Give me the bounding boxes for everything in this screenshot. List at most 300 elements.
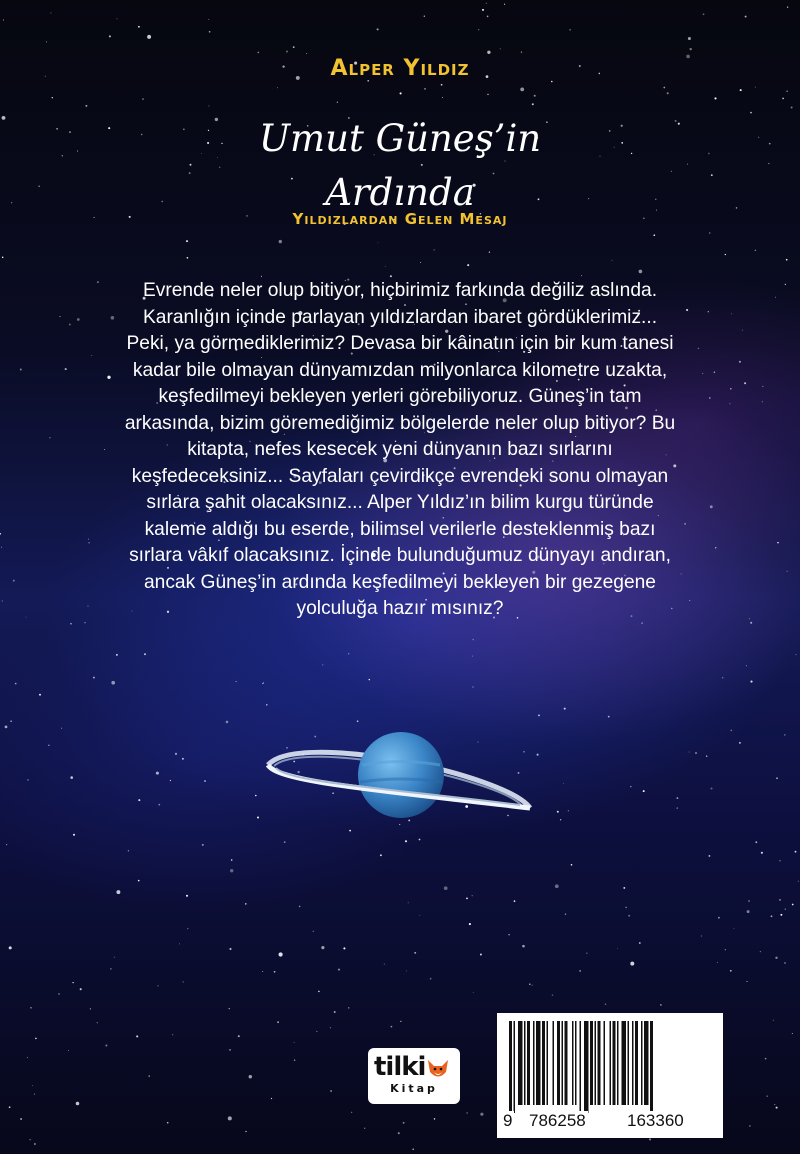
isbn-digit-prefix: 9	[503, 1111, 513, 1130]
star	[116, 654, 118, 656]
star	[489, 252, 490, 253]
ringed-planet-illustration	[258, 720, 548, 830]
barcode-bar	[635, 1021, 638, 1105]
star	[520, 88, 524, 92]
star	[117, 18, 118, 19]
star	[167, 1122, 169, 1124]
star	[689, 751, 690, 752]
star	[581, 275, 582, 276]
star	[771, 915, 773, 917]
star	[702, 373, 703, 374]
star	[775, 957, 777, 959]
star	[717, 962, 718, 963]
star	[111, 316, 115, 320]
barcode-bar	[557, 1021, 560, 1105]
star	[262, 683, 263, 684]
star	[202, 844, 204, 846]
star	[681, 573, 682, 574]
star	[286, 50, 288, 52]
star	[262, 971, 263, 972]
star	[534, 95, 536, 97]
star	[787, 571, 788, 572]
star	[34, 1093, 35, 1094]
star	[434, 249, 435, 250]
barcode-bar	[580, 1021, 582, 1113]
star	[684, 523, 686, 525]
star	[186, 895, 188, 897]
star	[293, 46, 295, 48]
star	[774, 1104, 775, 1105]
star	[529, 984, 530, 985]
star	[750, 622, 752, 624]
star	[472, 686, 473, 687]
star	[208, 19, 209, 20]
star	[565, 913, 566, 914]
barcode-bar	[641, 1021, 643, 1105]
barcode-bar	[617, 1021, 619, 1105]
star	[116, 890, 120, 894]
barcode-bars	[509, 1021, 711, 1113]
star	[612, 260, 613, 261]
star	[138, 799, 140, 801]
star	[30, 1007, 32, 1009]
star	[226, 721, 229, 724]
star	[765, 1058, 767, 1060]
star	[88, 539, 89, 540]
star	[482, 9, 484, 11]
star	[641, 622, 643, 624]
star	[472, 895, 473, 896]
star	[630, 786, 631, 787]
star	[274, 971, 276, 973]
star	[486, 3, 487, 4]
book-subtitle: Yıldızlardan Gelen Mesaj	[292, 210, 508, 228]
star	[625, 907, 627, 909]
isbn-digits-left: 786258	[529, 1111, 586, 1130]
star	[39, 694, 41, 696]
star	[761, 852, 763, 854]
star	[706, 756, 707, 757]
star	[60, 316, 61, 317]
star	[430, 978, 432, 980]
star	[667, 92, 669, 94]
blurb-paragraph: Evrende neler olup bitiyor, hiçbirimiz farkında değiliz aslında. Karanlığın içinde parlayan yıldızlardan ibaret gördüklerimiz... Peki, ya görmediklerimiz? Devasa bir kâinatın için bir kum tanesi kadar bile olmayan dünyamızdan milyonlarca kilometre uzakta, keşfedilmeyi bekleyen yerleri görebiliyoruz. Güneş’in tam arkasında, bizim göremediğimiz bölgelerde neler olup bitiyor? Bu kitapta, nefes kesecek yeni dünyanın bazı sırlarını keşfedeceksiniz... Sayfaları çevirdikçe evrendeki sonu olmayan sırlara şahit olacaksınız... Alper Yıldız’ın bilim kurgu türünde kaleme aldığı bu eserde, bilimsel verilerle desteklenmiş bazı sırlara vâkıf olacaksınız. İçinde bulunduğumuz dünyayı andıran, ancak Güneş’in ardında keşfedilmeyi bekleyen bir gezegene yolculuğa hazır mısınız?	[124, 280, 676, 619]
star	[630, 962, 634, 966]
star	[35, 1038, 37, 1040]
star	[538, 714, 540, 716]
star	[776, 1107, 778, 1109]
star	[412, 1148, 414, 1150]
star	[338, 969, 340, 971]
star	[65, 368, 67, 370]
star	[487, 51, 490, 54]
star	[380, 854, 382, 856]
book-title	[0, 112, 800, 220]
star	[480, 1113, 483, 1116]
star	[725, 254, 726, 255]
barcode-bar	[514, 1021, 516, 1113]
star	[747, 910, 750, 913]
star	[187, 928, 188, 929]
star	[313, 931, 314, 932]
star	[236, 681, 237, 682]
star	[294, 1060, 295, 1061]
star	[61, 728, 62, 729]
star	[142, 98, 144, 100]
star	[749, 618, 750, 619]
star	[487, 16, 489, 18]
star	[6, 844, 7, 845]
star	[294, 1042, 295, 1043]
star	[748, 900, 750, 902]
star	[504, 4, 505, 5]
star	[473, 639, 474, 640]
star	[731, 313, 732, 314]
star	[229, 1008, 230, 1009]
star	[419, 915, 420, 916]
star	[739, 361, 741, 363]
barcode-bar	[524, 1021, 526, 1105]
star	[391, 1026, 393, 1028]
star	[228, 1116, 232, 1120]
barcode-bar	[598, 1021, 601, 1105]
star	[87, 606, 88, 607]
star	[20, 1118, 22, 1120]
barcode-bar	[572, 1021, 574, 1105]
star	[277, 1021, 279, 1023]
star	[521, 51, 522, 52]
star	[715, 547, 716, 548]
star	[322, 664, 323, 665]
star	[676, 807, 678, 809]
star	[238, 1035, 240, 1037]
star	[745, 16, 747, 18]
star	[710, 505, 713, 508]
star	[487, 94, 488, 95]
barcode-bar	[536, 1021, 541, 1105]
star	[742, 330, 743, 331]
star	[708, 855, 710, 857]
star	[782, 98, 784, 100]
star	[369, 679, 370, 680]
star	[330, 1090, 332, 1092]
star	[10, 721, 11, 722]
star	[605, 1004, 606, 1005]
star	[9, 946, 12, 949]
star	[158, 804, 160, 806]
star	[148, 1075, 149, 1076]
star	[746, 665, 747, 666]
star	[785, 284, 786, 285]
star	[555, 884, 559, 888]
star	[795, 851, 797, 853]
fox-icon	[424, 1054, 452, 1082]
star	[780, 914, 782, 916]
star	[277, 87, 278, 88]
star	[405, 840, 407, 842]
star	[762, 386, 763, 387]
star	[689, 48, 691, 50]
star	[569, 29, 570, 30]
star	[792, 904, 794, 906]
star	[187, 257, 189, 259]
star	[183, 981, 184, 982]
isbn-digits-right: 163360	[627, 1111, 684, 1130]
star	[229, 948, 231, 950]
star	[284, 841, 286, 843]
star	[261, 276, 262, 277]
star	[762, 401, 763, 402]
star	[787, 7, 788, 8]
star	[755, 250, 756, 251]
star	[348, 1007, 349, 1008]
star	[414, 952, 416, 954]
star	[532, 985, 533, 986]
star	[750, 681, 752, 683]
star	[72, 982, 73, 983]
star	[186, 240, 188, 242]
star	[579, 970, 581, 972]
star	[208, 106, 209, 107]
star	[434, 1118, 436, 1120]
star	[209, 31, 211, 33]
star	[532, 103, 534, 105]
star	[229, 1049, 231, 1051]
star	[689, 600, 690, 601]
star	[472, 656, 473, 657]
star	[25, 617, 26, 618]
star	[34, 1143, 36, 1145]
star	[643, 790, 645, 792]
star	[156, 772, 159, 775]
star	[1, 547, 2, 548]
star	[0, 533, 1, 535]
star	[70, 623, 72, 625]
star	[231, 859, 233, 861]
star	[755, 841, 757, 843]
publisher-logo-subword: Kitap	[390, 1082, 438, 1095]
star	[204, 780, 206, 782]
barcode-bar	[533, 1021, 535, 1105]
star	[766, 1095, 768, 1097]
star	[279, 952, 283, 956]
star	[318, 991, 320, 993]
star	[419, 839, 421, 841]
star	[639, 942, 641, 944]
star	[557, 811, 559, 813]
star	[623, 887, 625, 889]
star	[114, 957, 115, 958]
star	[725, 949, 726, 950]
star	[90, 1008, 91, 1009]
star	[714, 97, 716, 99]
star	[739, 742, 741, 744]
star	[586, 953, 587, 954]
star	[688, 37, 691, 40]
star	[80, 988, 82, 990]
star	[522, 945, 525, 948]
star	[330, 1027, 331, 1028]
star	[48, 745, 49, 746]
star	[32, 1085, 33, 1086]
star	[144, 653, 146, 655]
star	[444, 886, 448, 890]
star	[786, 90, 788, 92]
star	[798, 881, 799, 882]
star	[779, 899, 781, 901]
star	[27, 1057, 28, 1058]
barcode-bar	[562, 1021, 564, 1105]
star	[564, 708, 566, 710]
star	[777, 542, 779, 544]
star	[773, 1020, 774, 1021]
star	[109, 35, 111, 37]
star	[170, 780, 171, 781]
star	[695, 752, 697, 754]
barcode-bar	[595, 1021, 597, 1105]
star	[390, 275, 392, 277]
star	[377, 28, 379, 30]
star	[714, 372, 715, 373]
star	[571, 864, 573, 866]
star	[698, 348, 700, 350]
barcode-bar	[553, 1021, 555, 1105]
star	[104, 449, 105, 450]
star	[279, 240, 282, 243]
star	[733, 928, 734, 929]
star	[111, 681, 115, 685]
star	[337, 102, 338, 103]
star	[709, 397, 711, 399]
star	[147, 35, 151, 39]
star	[351, 1112, 352, 1113]
star	[560, 819, 561, 820]
star	[2, 257, 4, 259]
barcode-bar	[622, 1021, 627, 1105]
star	[3, 19, 4, 20]
star	[500, 48, 501, 49]
star	[760, 951, 761, 952]
barcode-bar	[547, 1021, 549, 1105]
star	[321, 946, 324, 949]
star	[628, 915, 630, 917]
star	[730, 970, 732, 972]
star	[709, 232, 710, 233]
star	[88, 542, 89, 543]
star	[84, 622, 86, 624]
star	[466, 898, 468, 900]
star	[50, 12, 51, 13]
star	[747, 981, 748, 982]
star	[110, 968, 111, 969]
star	[77, 318, 80, 321]
star	[93, 677, 95, 679]
star	[686, 309, 688, 311]
star	[400, 92, 402, 94]
isbn-barcode	[497, 1013, 723, 1138]
star	[257, 52, 259, 54]
star	[266, 704, 267, 705]
star	[617, 948, 618, 949]
star	[466, 1112, 467, 1113]
star	[784, 734, 786, 736]
star	[755, 87, 756, 88]
star	[703, 13, 705, 15]
star	[230, 869, 233, 872]
barcode-bar	[584, 1021, 589, 1113]
star	[639, 270, 643, 274]
star	[27, 779, 29, 781]
star	[172, 1034, 173, 1035]
star	[473, 992, 474, 993]
star	[30, 1139, 31, 1140]
star	[46, 41, 47, 42]
star	[467, 264, 469, 266]
star	[608, 716, 610, 718]
star	[441, 84, 443, 86]
star	[653, 234, 655, 236]
star	[740, 89, 742, 91]
star	[128, 850, 129, 851]
star	[480, 954, 482, 956]
star	[424, 16, 425, 17]
star	[744, 382, 746, 384]
star	[175, 753, 177, 755]
star	[249, 1075, 252, 1078]
star	[442, 97, 443, 98]
star	[792, 1033, 793, 1034]
book-title-line-2: Ardında	[325, 171, 475, 214]
star	[182, 758, 184, 760]
barcode-bar	[644, 1021, 649, 1105]
blurb-text	[120, 278, 680, 623]
star	[2, 600, 3, 601]
star	[749, 1125, 750, 1126]
star	[255, 795, 257, 797]
star	[13, 580, 15, 582]
star	[20, 369, 22, 371]
star	[85, 105, 87, 107]
star	[469, 923, 471, 925]
star	[68, 1050, 69, 1051]
star	[775, 297, 776, 298]
star	[157, 985, 158, 986]
star	[334, 1011, 336, 1013]
star	[660, 1004, 662, 1006]
star	[722, 677, 723, 678]
star	[663, 87, 665, 89]
star	[730, 730, 732, 732]
star	[676, 797, 678, 799]
star	[568, 810, 569, 811]
star	[400, 1021, 401, 1022]
star	[424, 88, 425, 89]
star	[343, 947, 345, 949]
star	[364, 1128, 365, 1129]
star	[791, 107, 793, 109]
star	[69, 324, 71, 326]
barcode-bar	[650, 1021, 653, 1113]
star	[49, 437, 50, 438]
star	[552, 994, 553, 995]
star	[306, 53, 307, 54]
star	[299, 906, 301, 908]
barcode-bar	[542, 1021, 545, 1105]
star	[779, 860, 780, 861]
star	[97, 281, 99, 283]
star	[384, 964, 385, 965]
publisher-logo-word: tilki	[374, 1052, 426, 1082]
